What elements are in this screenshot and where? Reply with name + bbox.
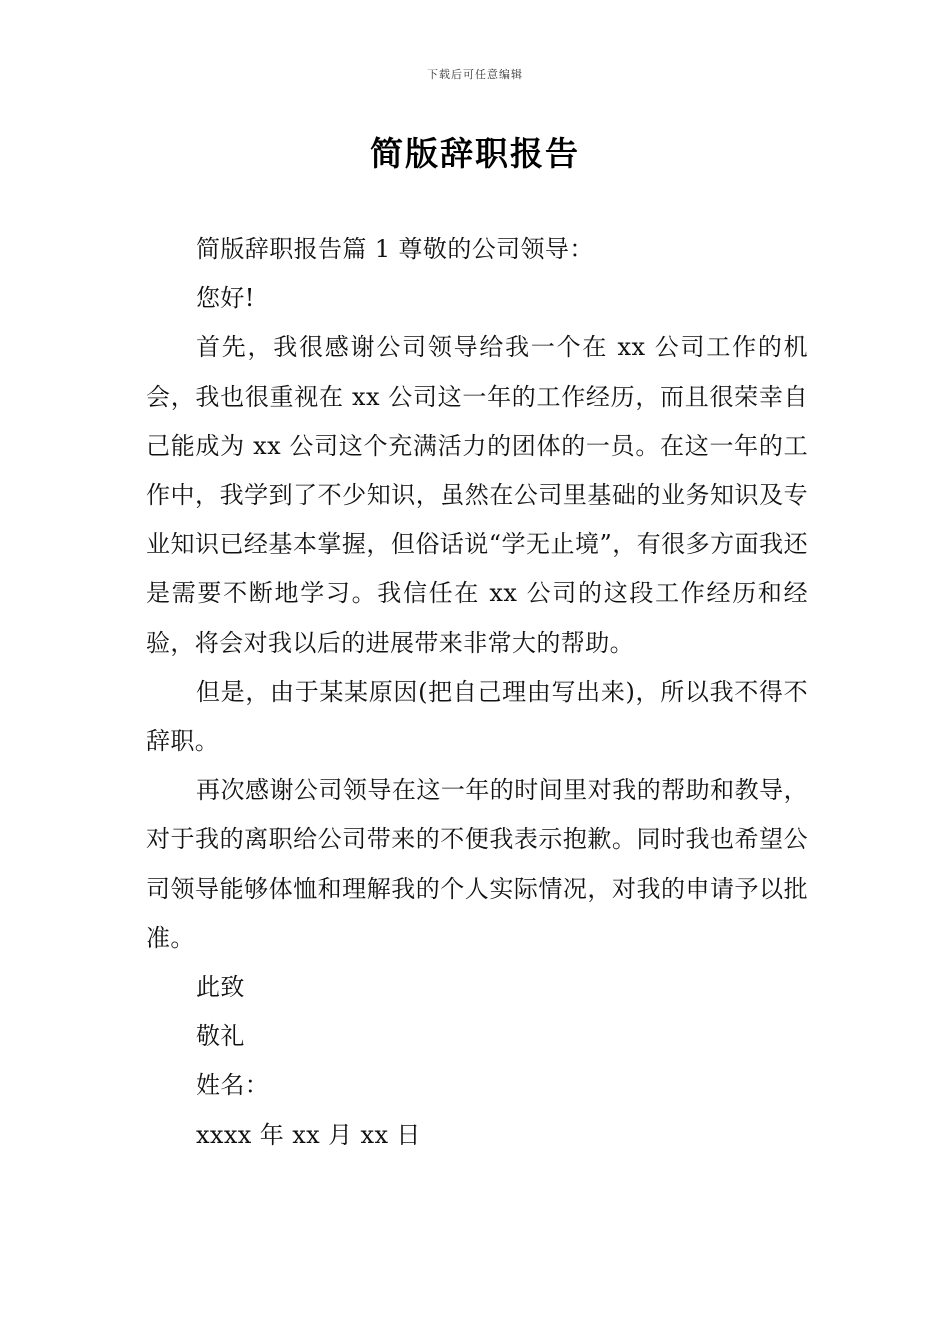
salutation-line: 简版辞职报告篇 1 尊敬的公司领导： bbox=[196, 235, 594, 263]
greeting-line: 您好! bbox=[196, 284, 255, 313]
name-line: 姓名： bbox=[196, 1071, 270, 1100]
date-line: xxxx 年 xx 月 xx 日 bbox=[196, 1120, 421, 1149]
document-title: 简版辞职报告 bbox=[370, 134, 580, 173]
regards-line: 敬礼 bbox=[196, 1022, 245, 1051]
body-paragraph-gratitude: 首先，我很感谢公司领导给我一个在 xx 公司工作的机会，我也很重视在 xx 公司这一年的工作经历，而且很荣幸自己能成为 xx 公司这个充满活力的团体的一员。在这一年的工作中，我学到了不少知识，虽然在公司里基础的业务知识及专业知识已经基本掌握，但俗话说“学无止境”，有很多方面我还是需要不断地学习。我信任在 xx 公司的这段工作经历和经验，将会对我以后的进展带来非常大的帮助。 bbox=[146, 333, 808, 657]
document-body bbox=[146, 225, 808, 1160]
header-note: 下载后可任意编辑 bbox=[427, 68, 523, 81]
closing-line: 此致 bbox=[196, 973, 245, 1002]
body-paragraph-thanks: 再次感谢公司领导在这一年的时间里对我的帮助和教导，对于我的离职给公司带来的不便我表示抱歉。同时我也希望公司领导能够体恤和理解我的个人实际情况，对我的申请予以批准。 bbox=[146, 776, 808, 952]
body-paragraph-reason: 但是，由于某某原因(把自己理由写出来)，所以我不得不辞职。 bbox=[146, 677, 808, 756]
